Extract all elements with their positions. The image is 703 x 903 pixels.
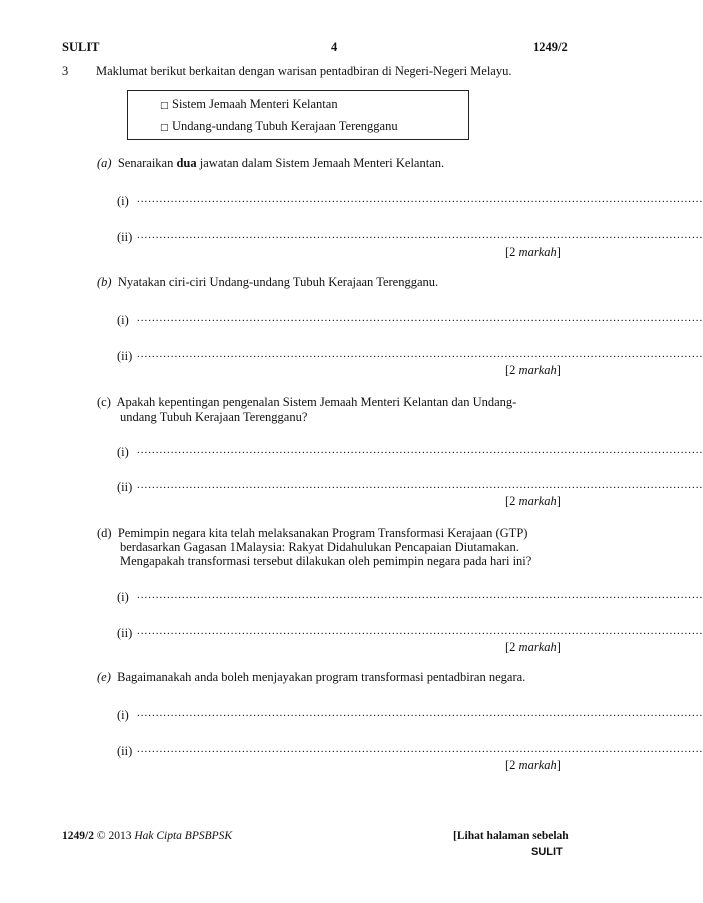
answer-line[interactable]: ....................................................................................................................................................... [137, 312, 703, 324]
marks: [2 markah] [505, 363, 561, 377]
answer-label: (i) [117, 194, 129, 208]
answer-label: (i) [117, 708, 129, 722]
answer-label: (ii) [117, 349, 133, 363]
part-c-prompt-cont: undang Tubuh Kerajaan Terengganu? [120, 410, 308, 424]
part-b-prompt: (b) Nyatakan ciri-ciri Undang-undang Tubuh Kerajaan Terengganu. [97, 275, 439, 289]
header-sulit: SULIT [62, 40, 100, 54]
answer-label: (ii) [117, 744, 133, 758]
bullet-icon: □ [160, 101, 169, 111]
part-d-prompt-cont: berdasarkan Gagasan 1Malaysia: Rakyat Didahulukan Pencapaian Diutamakan. [120, 540, 519, 554]
page-number: 4 [331, 40, 338, 54]
answer-line[interactable]: ....................................................................................................................................................... [137, 193, 703, 205]
bullet-icon: □ [160, 123, 169, 133]
answer-line[interactable]: ....................................................................................................................................................... [137, 589, 703, 601]
answer-line[interactable]: ....................................................................................................................................................... [137, 479, 703, 491]
answer-label: (ii) [117, 480, 133, 494]
marks: [2 markah] [505, 494, 561, 508]
marks: [2 markah] [505, 758, 561, 772]
answer-line[interactable]: ....................................................................................................................................................... [137, 707, 703, 719]
answer-line[interactable]: ....................................................................................................................................................... [137, 444, 703, 456]
part-a-prompt: (a) Senaraikan dua jawatan dalam Sistem Jemaah Menteri Kelantan. [97, 156, 445, 170]
question-number: 3 [62, 64, 69, 78]
footer-sulit: SULIT [531, 846, 563, 858]
answer-line[interactable]: ....................................................................................................................................................... [137, 229, 703, 241]
info-item: □ Undang-undang Tubuh Kerajaan Terengganu [160, 119, 398, 133]
paper-code: 1249/2 [533, 40, 568, 54]
part-c-prompt: (c) Apakah kepentingan pengenalan Sistem Jemaah Menteri Kelantan dan Undang- [97, 395, 517, 409]
answer-label: (i) [117, 445, 129, 459]
answer-line[interactable]: ....................................................................................................................................................... [137, 625, 703, 637]
question-intro: Maklumat berikut berkaitan dengan warisan pentadbiran di Negeri-Negeri Melayu. [96, 64, 512, 78]
marks: [2 markah] [505, 245, 561, 259]
answer-line[interactable]: ....................................................................................................................................................... [137, 348, 703, 360]
marks: [2 markah] [505, 640, 561, 654]
answer-label: (ii) [117, 626, 133, 640]
part-d-prompt: (d) Pemimpin negara kita telah melaksanakan Program Transformasi Kerajaan (GTP) [97, 526, 528, 540]
part-d-prompt-cont: Mengapakah transformasi tersebut dilakukan oleh pemimpin negara pada hari ini? [120, 554, 532, 568]
footer-next-page: [Lihat halaman sebelah [453, 830, 569, 842]
answer-label: (i) [117, 313, 129, 327]
answer-line[interactable]: ....................................................................................................................................................... [137, 743, 703, 755]
footer-copyright: 1249/2 © 2013 Hak Cipta BPSBPSK [62, 830, 233, 842]
info-item: □ Sistem Jemaah Menteri Kelantan [160, 97, 338, 111]
part-e-prompt: (e) Bagaimanakah anda boleh menjayakan program transformasi pentadbiran negara. [97, 670, 526, 684]
answer-label: (ii) [117, 230, 133, 244]
answer-label: (i) [117, 590, 129, 604]
